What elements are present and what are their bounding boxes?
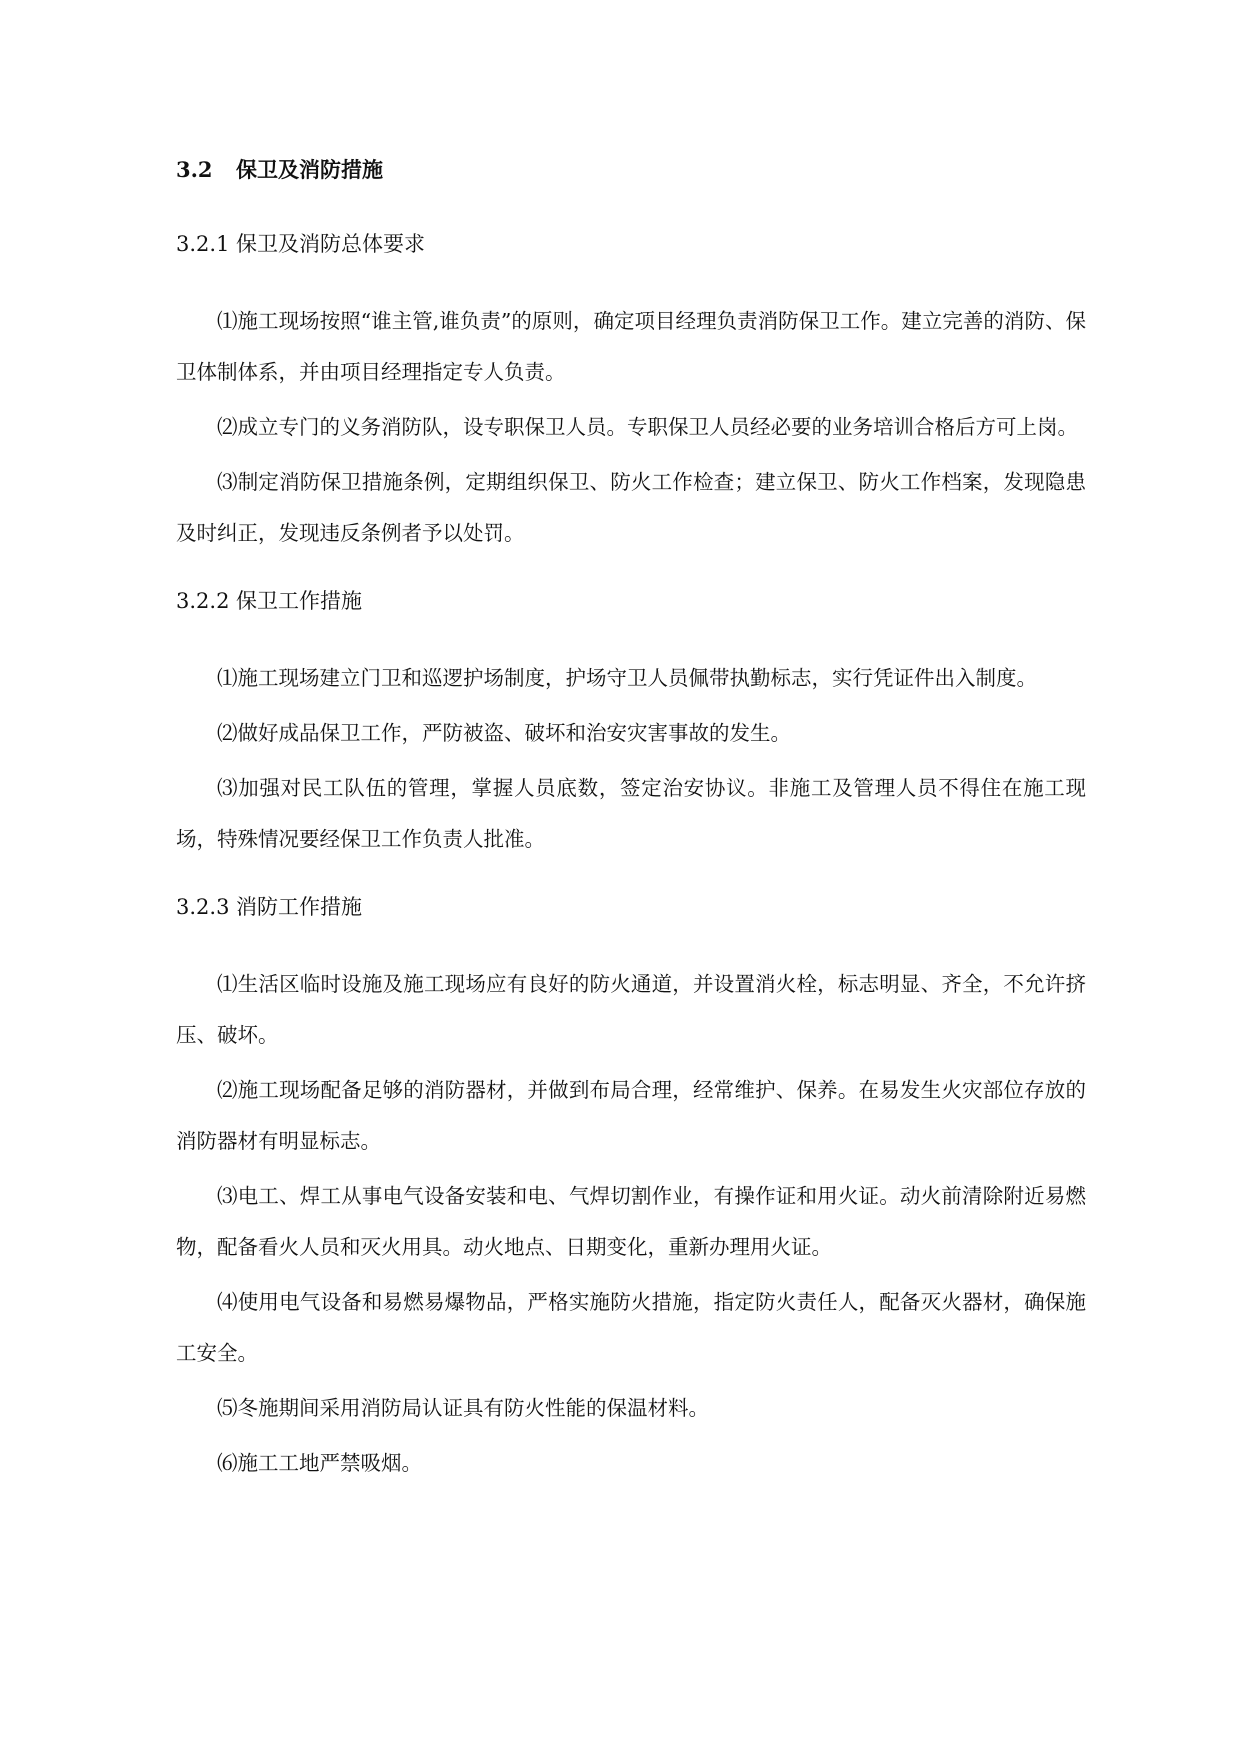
section-heading (176, 150, 1086, 190)
subsection-number: 3.2.3 (176, 895, 230, 919)
paragraph: ⑷使用电气设备和易燃易爆物品，严格实施防火措施，指定防火责任人，配备灭火器材，确保施工安全。 (176, 1290, 1086, 1365)
paragraph: ⑴施工现场建立门卫和巡逻护场制度，护场守卫人员佩带执勤标志，实行凭证件出入制度。 (217, 666, 1037, 690)
paragraph: ⑶加强对民工队伍的管理，掌握人员底数，签定治安协议。非施工及管理人员不得住在施工现场，特殊情况要经保卫工作负责人批准。 (176, 776, 1086, 851)
paragraph: ⑴施工现场按照“谁主管,谁负责”的原则，确定项目经理负责消防保卫工作。建立完善的消防、保卫体制体系，并由项目经理指定专人负责。 (176, 309, 1086, 384)
paragraph: ⑵成立专门的义务消防队，设专职保卫人员。专职保卫人员经必要的业务培训合格后方可上岗。 (217, 415, 1078, 439)
subsection-number: 3.2.1 (176, 232, 230, 256)
subsection-heading (176, 887, 1086, 927)
subsection-title: 保卫工作措施 (236, 589, 362, 613)
paragraph: ⑴生活区临时设施及施工现场应有良好的防火通道，并设置消火栓，标志明显、齐全，不允许挤压、破坏。 (176, 972, 1086, 1047)
subsection-heading (176, 581, 1086, 621)
paragraph: ⑵做好成品保卫工作，严防被盗、破坏和治安灾害事故的发生。 (217, 721, 791, 745)
subsection-number: 3.2.2 (176, 589, 230, 613)
subsection-heading (176, 224, 1086, 264)
subsection-title: 消防工作措施 (236, 895, 362, 919)
subsection-title: 保卫及消防总体要求 (236, 232, 425, 256)
paragraph: ⑸冬施期间采用消防局认证具有防火性能的保温材料。 (217, 1396, 709, 1420)
section-title: 保卫及消防措施 (236, 157, 383, 182)
paragraph: ⑹施工工地严禁吸烟。 (217, 1451, 422, 1475)
paragraph: ⑶电工、焊工从事电气设备安装和电、气焊切割作业，有操作证和用火证。动火前清除附近易燃物，配备看火人员和灭火用具。动火地点、日期变化，重新办理用火证。 (176, 1184, 1086, 1259)
paragraph: ⑵施工现场配备足够的消防器材，并做到布局合理，经常维护、保养。在易发生火灾部位存放的消防器材有明显标志。 (176, 1078, 1086, 1153)
section-number: 3.2 (176, 157, 213, 182)
document-content (176, 150, 1086, 1493)
paragraph: ⑶制定消防保卫措施条例，定期组织保卫、防火工作检查；建立保卫、防火工作档案，发现隐患及时纠正，发现违反条例者予以处罚。 (176, 470, 1086, 545)
